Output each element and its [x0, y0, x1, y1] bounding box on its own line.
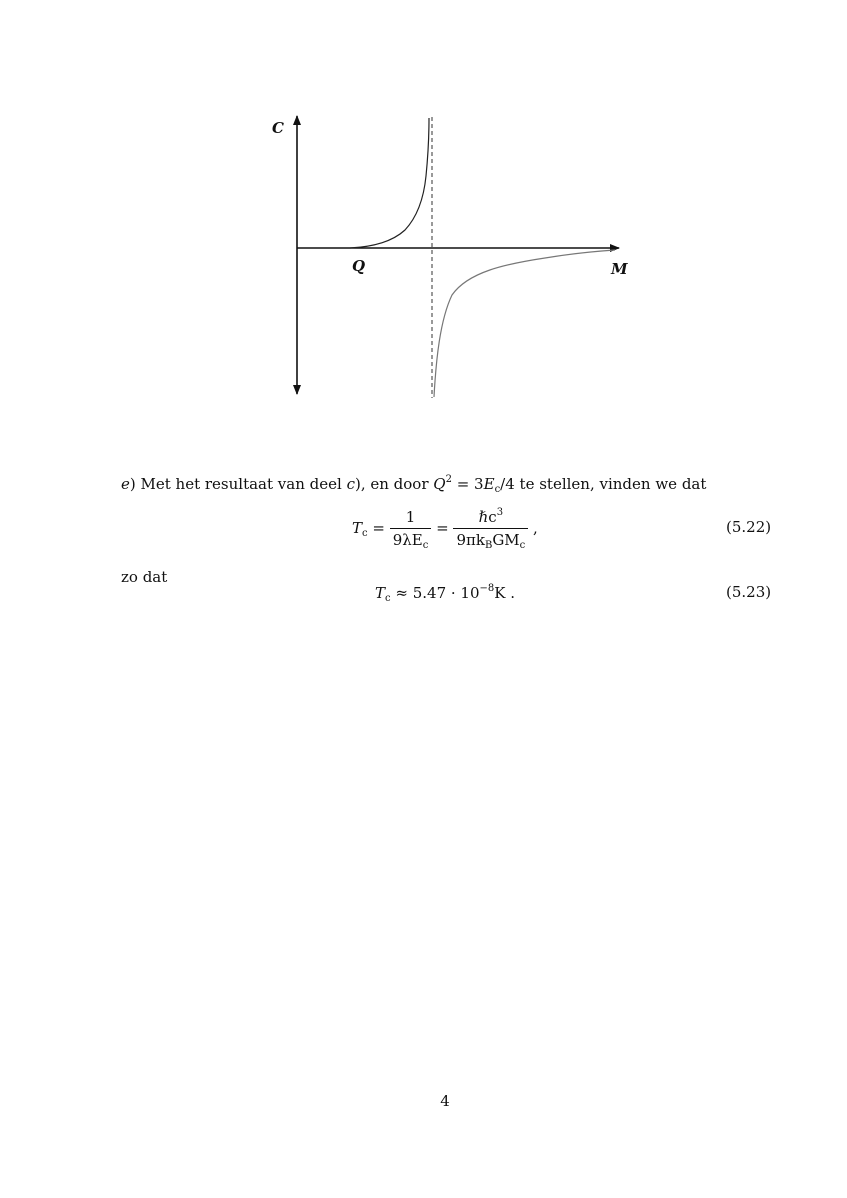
eq522-equals-1: = — [367, 519, 390, 537]
page-number: 4 — [440, 1092, 450, 1110]
q-symbol: Q — [433, 475, 446, 493]
text-2: ), en door — [354, 475, 434, 493]
equation-number-5-22: (5.22) — [726, 518, 772, 536]
frac2-den-sub1: B — [484, 540, 493, 551]
text-3: te stellen, vinden we dat — [514, 475, 707, 493]
frac2-den-text: 9πk — [456, 531, 485, 549]
curve-left-branch — [350, 118, 429, 248]
eq522-lhs-sub: c — [362, 528, 368, 539]
frac1-den-sub: c — [422, 539, 429, 551]
eq522-lhs: T — [352, 519, 363, 537]
equation-5-22 — [352, 507, 538, 551]
paragraph-e — [121, 471, 706, 499]
axis-label-m: M — [611, 260, 628, 278]
q-exponent: 2 — [445, 474, 452, 485]
eq522-equals-2: = — [431, 519, 454, 537]
ref-letter: c — [346, 475, 355, 493]
eq522-fraction-1 — [390, 508, 432, 551]
heat-capacity-figure — [0, 0, 847, 420]
eq522-fraction-2 — [453, 507, 528, 551]
frac1-den-text: 9λE — [392, 530, 423, 549]
frac1-denominator — [390, 528, 432, 551]
part-letter: e — [121, 475, 130, 493]
label-q: Q — [352, 257, 366, 275]
eq523-lhs-sub: c — [385, 593, 391, 604]
frac2-den-mid: GM — [492, 531, 520, 549]
equation-number-5-23: (5.23) — [726, 583, 772, 601]
frac-tail: /4 — [500, 475, 515, 493]
frac2-num-text: ℏc — [478, 508, 497, 526]
e-symbol: E — [483, 475, 495, 493]
frac1-numerator: 1 — [405, 507, 416, 526]
frac2-den-sub2: c — [519, 540, 526, 551]
axis-label-c: C — [272, 119, 284, 137]
text-1: ) Met het resultaat van deel — [129, 475, 347, 493]
eq523-exponent: −8 — [479, 583, 495, 594]
equation-5-23 — [375, 583, 515, 604]
frac2-numerator — [453, 507, 528, 528]
eq-mid: = 3 — [451, 475, 484, 493]
eq523-lhs: T — [375, 584, 386, 602]
connector-text: zo dat — [121, 568, 168, 586]
eq523-rhs: ≈ 5.47 · 10 — [390, 584, 480, 602]
frac2-denominator — [453, 528, 528, 551]
frac2-num-sup: 3 — [496, 507, 504, 518]
eq523-unit: K . — [494, 584, 516, 602]
e-subscript: c — [494, 484, 501, 495]
curve-right-branch — [434, 250, 615, 397]
eq522-trail: , — [528, 519, 538, 537]
